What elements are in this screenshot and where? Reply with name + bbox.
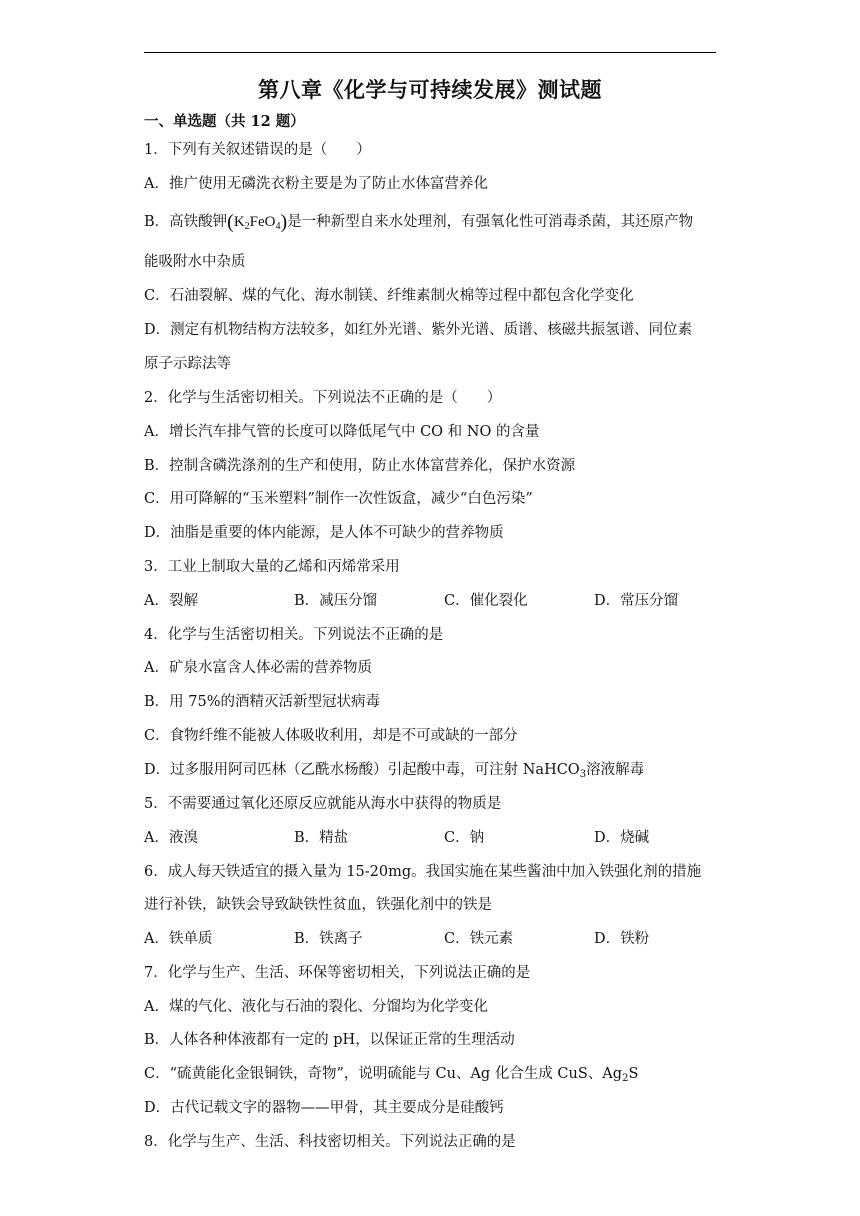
question-4-option-d: D．过多服用阿司匹林（乙酰水杨酸）引起酸中毒，可注射 NaHCO$_3$溶液解毒 bbox=[144, 762, 645, 780]
question-5-option-a: A．液溴 bbox=[144, 830, 198, 846]
question-7-option-d: D．古代记载文字的器物——甲骨，其主要成分是硅酸钙 bbox=[144, 1100, 504, 1116]
question-5-stem: 5．不需要通过氧化还原反应就能从海水中获得的物质是 bbox=[144, 796, 502, 812]
question-7-stem: 7．化学与生产、生活、环保等密切相关，下列说法正确的是 bbox=[144, 965, 531, 981]
question-7-option-a: A．煤的气化、液化与石油的裂化、分馏均为化学变化 bbox=[144, 999, 488, 1015]
question-4-option-c: C．食物纤维不能被人体吸收利用，却是不可或缺的一部分 bbox=[144, 728, 518, 744]
question-1-option-b-line1: B．高铁酸钾$(K_2FeO_4)$是一种新型自来水处理剂，有强氧化性可消毒杀菌，其还原产物 bbox=[144, 211, 694, 233]
question-4-stem: 4．化学与生活密切相关。下列说法不正确的是 bbox=[144, 627, 444, 643]
question-1-option-b-line2: 能吸附水中杂质 bbox=[144, 254, 246, 270]
section-heading: 一、单选题（共 12 题） bbox=[144, 113, 305, 130]
question-1-option-a: A．推广使用无磷洗衣粉主要是为了防止水体富营养化 bbox=[144, 176, 488, 192]
question-2-option-d: D．油脂是重要的体内能源，是人体不可缺少的营养物质 bbox=[144, 525, 504, 541]
question-6-option-a: A．铁单质 bbox=[144, 931, 213, 947]
question-3-stem: 3．工业上制取大量的乙烯和丙烯常采用 bbox=[144, 559, 400, 575]
question-6-stem-line1: 6．成人每天铁适宜的摄入量为 15-20mg。我国实施在某些酱油中加入铁强化剂的措施 bbox=[144, 864, 702, 880]
question-5-option-b: B．精盐 bbox=[294, 830, 349, 846]
question-1-stem: 1．下列有关叙述错误的是（ ） bbox=[144, 142, 371, 158]
question-3-option-d: D．常压分馏 bbox=[594, 593, 679, 609]
question-6-option-c: C．铁元素 bbox=[444, 931, 514, 947]
question-5-option-d: D．烧碱 bbox=[594, 830, 650, 846]
question-1-option-d-line1: D．测定有机物结构方法较多，如红外光谱、紫外光谱、质谱、核磁共振氢谱、同位素 bbox=[144, 322, 693, 338]
page-title: 第八章《化学与可持续发展》测试题 bbox=[258, 77, 602, 102]
question-3-option-b: B．减压分馏 bbox=[294, 593, 378, 609]
question-7-option-b: B．人体各种体液都有一定的 pH，以保证正常的生理活动 bbox=[144, 1032, 515, 1048]
question-5-option-c: C．钠 bbox=[444, 830, 485, 846]
question-2-stem: 2．化学与生活密切相关。下列说法不正确的是（ ） bbox=[144, 390, 502, 406]
question-7-option-c: C．“硫黄能化金银铜铁，奇物”，说明硫能与 Cu、Ag 化合生成 CuS、$Ag_2S$ bbox=[144, 1066, 639, 1084]
question-6-stem-line2: 进行补铁，缺铁会导致缺铁性贫血，铁强化剂中的铁是 bbox=[144, 897, 492, 913]
question-4-option-b: B．用 75%的酒精灭活新型冠状病毒 bbox=[144, 694, 380, 710]
formula-k2feo4: $(K_2FeO_4)$ bbox=[227, 211, 288, 233]
question-3-option-c: C．催化裂化 bbox=[444, 593, 528, 609]
question-2-option-a: A．增长汽车排气管的长度可以降低尾气中 CO 和 NO 的含量 bbox=[144, 424, 540, 440]
question-1-option-c: C．石油裂解、煤的气化、海水制镁、纤维素制火棉等过程中都包含化学变化 bbox=[144, 288, 634, 304]
question-2-option-c: C．用可降解的“玉米塑料”制作一次性饭盒，减少“白色污染” bbox=[144, 491, 533, 507]
question-3-option-a: A．裂解 bbox=[144, 593, 198, 609]
question-4-option-a: A．矿泉水富含人体必需的营养物质 bbox=[144, 660, 372, 676]
header-rule bbox=[144, 52, 716, 53]
question-2-option-b: B．控制含磷洗涤剂的生产和使用，防止水体富营养化，保护水资源 bbox=[144, 458, 576, 474]
question-6-option-b: B．铁离子 bbox=[294, 931, 363, 947]
question-1-option-d-line2: 原子示踪法等 bbox=[144, 356, 231, 372]
question-8-stem: 8．化学与生产、生活、科技密切相关。下列说法正确的是 bbox=[144, 1134, 516, 1150]
question-6-option-d: D．铁粉 bbox=[594, 931, 650, 947]
